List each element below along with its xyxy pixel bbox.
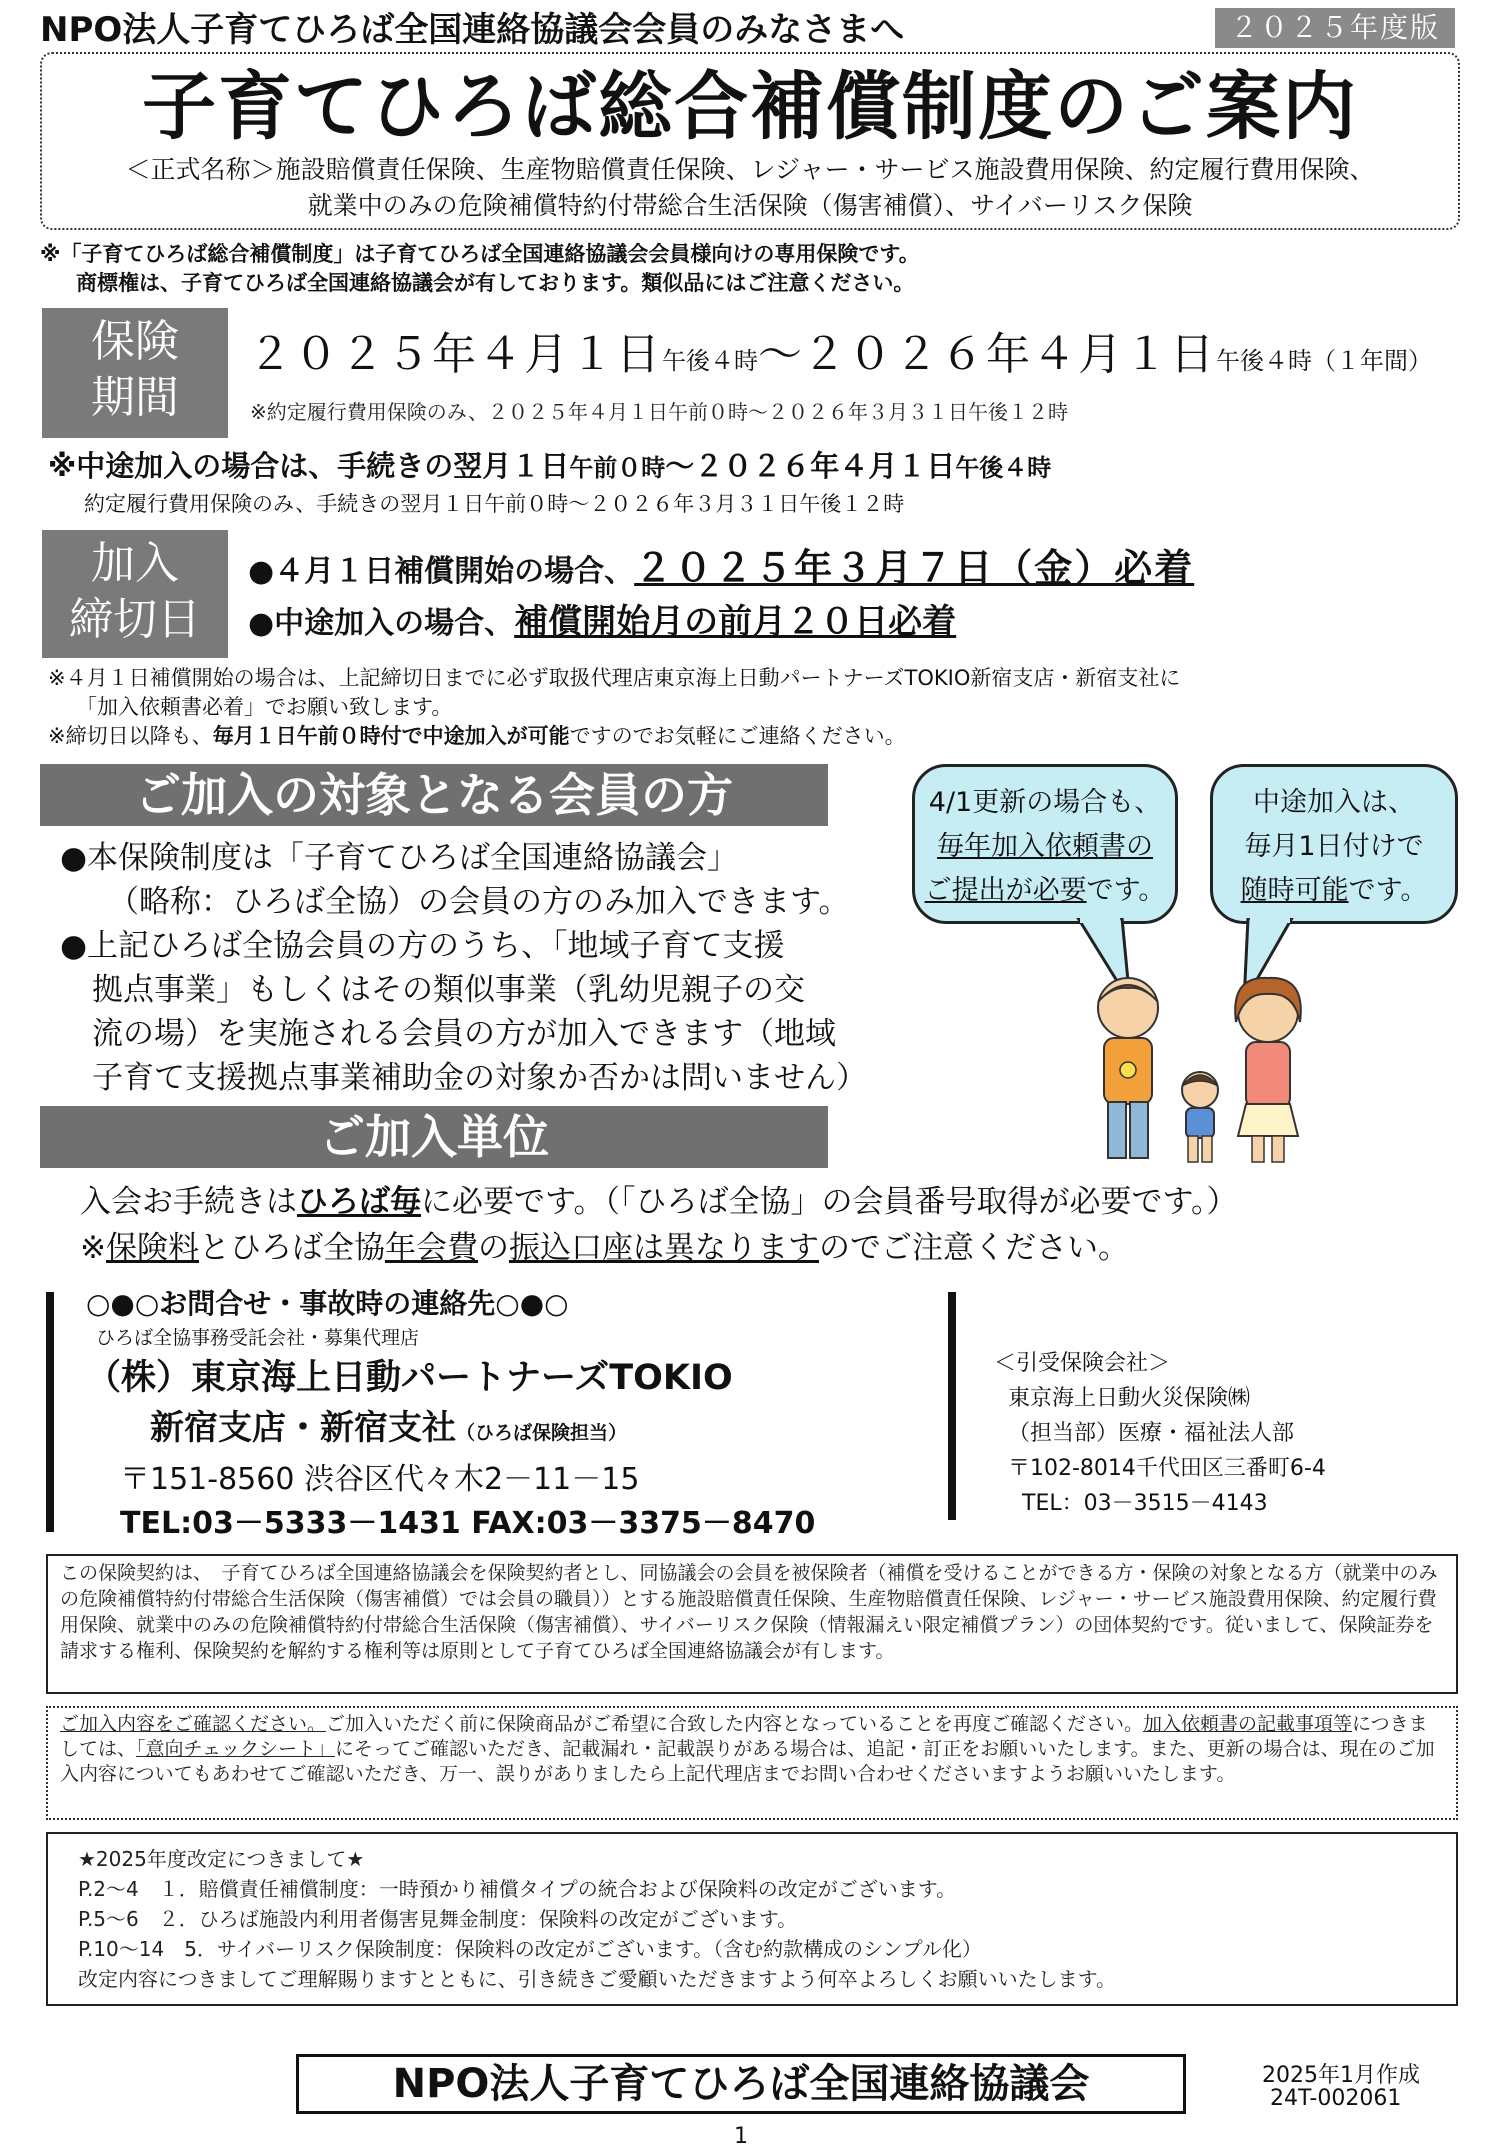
period-end-time: 午後４時 — [1216, 347, 1312, 375]
contract-text: この保険契約は、 子育てひろば全国連絡協議会を保険契約者とし、同協議会の会員を被保険者（補償を受けることができる方・保険の対象となる方（就業中のみの危険補償特約付帯総合生活保険（傷害補償）では会員の職員））とする施設賠償責任保険、生産物賠償責任保険、レジャー・サービス施設費用保険、約定履行費用保険、就業中のみの危険補償特約付帯総合生活保険（傷害補償）、サイバーリスク保険（情報漏えい限定補償プラン）の団体契約です。従いまして、保険証券を請求する権利、保険契約を解約する権利等は原則として子育てひろば全国連絡協議会が有します。 — [60, 1562, 1438, 1662]
midway-note: 約定履行費用保険のみ、手続きの翌月１日午前０時～２０２６年３月３１日午後１２時 — [84, 492, 905, 516]
period-label-2: 期間 — [91, 372, 179, 423]
insurer-address: 〒102-8014千代田区三番町6-4 — [1008, 1456, 1326, 1481]
confirm-f: にそってご確認いただき、記載漏れ・記載誤りがある場合は、追記・訂正をお願いいたします。また、更新の場合は、現在のご加入内容についてもあわせてご確認いただき、万一、誤りがありましたら上記代理店までお問い合わせくださいますようお願いいたします。 — [60, 1738, 1435, 1785]
eligibility-heading: ご加入の対象となる会員の方 — [40, 764, 828, 826]
deadline-item-2-prefix: ●中途加入の場合、 — [248, 606, 515, 641]
unit-l2-c: とひろば全協 — [198, 1230, 385, 1266]
revision-item-2: P.5～6 ２．ひろば施設内利用者傷害見舞金制度：保険料の改定がございます。 — [78, 1907, 798, 1931]
footer-code: 24T-002061 — [1270, 2086, 1402, 2111]
revision-item-3: P.10～14 5．サイバーリスク保険制度：保険料の改定がございます。（含む約款構成のシンプル化） — [78, 1937, 982, 1961]
unit-line-2 — [80, 1226, 1129, 1270]
bubble-midway-l3a: 随時可能 — [1240, 875, 1349, 906]
deadline-item-2-date: 補償開始月の前月２０日必着 — [514, 602, 957, 642]
unit-l1-a: 入会お手続きは — [80, 1184, 297, 1220]
confirm-c: 加入依頼書の記載事項等 — [1143, 1713, 1353, 1735]
unit-l2-a: ※ — [80, 1230, 106, 1266]
official-name-line1: 施設賠償責任保険、生産物賠償責任保険、レジャー・サービス施設費用保険、約定履行費用保険、 — [275, 155, 1375, 184]
unit-line-1 — [80, 1180, 1238, 1224]
insurer-name: 東京海上日動火災保険㈱ — [1008, 1386, 1251, 1411]
footer-org: NPO法人子育てひろば全国連絡協議会 — [296, 2054, 1186, 2114]
midway-period — [48, 446, 1051, 488]
contact-right-rule — [948, 1292, 956, 1520]
official-name — [40, 152, 1460, 224]
unit-l2-d: 年会費 — [384, 1230, 478, 1266]
deadline-item-2 — [248, 598, 956, 648]
confirm-e: 「意向チェックシート」 — [136, 1738, 335, 1760]
eligibility-body — [60, 836, 867, 1100]
bubble-renewal-l3a: ご提出が必要 — [924, 875, 1087, 906]
bubble-midway-l2: 毎月1日付けで — [1244, 831, 1424, 862]
deadline-note-3-c: ですのでお気軽にご連絡ください。 — [569, 724, 906, 748]
unit-l2-b: 保険料 — [105, 1230, 199, 1266]
bubble-renewal — [912, 764, 1178, 924]
eligibility-p1-l1: ●本保険制度は「子育てひろば全国連絡協議会」 — [60, 840, 739, 876]
eligibility-p2-l3: 流の場）を実施される会員の方が加入できます（地域 — [92, 1016, 836, 1052]
insurer-dept: （担当部）医療・福祉法人部 — [1008, 1421, 1295, 1446]
contact-heading: ○●○お問合せ・事故時の連絡先○●○ — [86, 1287, 569, 1320]
period-duration: （１年間） — [1312, 347, 1432, 375]
unit-l1-c: に必要です。（「ひろば全協」の会員番号取得が必要です。） — [421, 1184, 1238, 1220]
unit-l2-g: のでご注意ください。 — [818, 1230, 1129, 1266]
unit-l1-b: ひろば毎 — [297, 1184, 421, 1220]
header-to-members: NPO法人子育てひろば全国連絡協議会会員のみなさまへ — [40, 10, 905, 50]
deadline-note-3-a: ※締切日以降も、 — [48, 724, 213, 748]
period-label — [42, 308, 228, 438]
official-name-label: ＜正式名称＞ — [125, 155, 276, 184]
year-badge: ２０２５年度版 — [1215, 8, 1455, 48]
deadline-label — [42, 530, 228, 658]
unit-l2-e: の — [477, 1230, 509, 1266]
deadline-item-1 — [248, 544, 1194, 596]
contact-branch-note: （ひろば保険担当） — [456, 1422, 628, 1444]
contact-address: 〒151-8560 渋谷区代々木2－11－15 — [120, 1462, 640, 1497]
confirm-box — [46, 1706, 1458, 1820]
period-start-date: ２０２５年４月１日 — [248, 329, 662, 380]
bubble-renewal-l1: 4/1更新の場合も、 — [928, 787, 1162, 818]
family-illustration — [1080, 972, 1320, 1172]
eligibility-p2-l1: ●上記ひろば全協会員の方のうち、「地域子育て支援 — [60, 928, 785, 964]
contact-block — [86, 1284, 815, 1546]
bubble-midway-l1: 中途加入は、 — [1253, 787, 1415, 818]
page-title: 子育てひろば総合補償制度のご案内 — [142, 64, 1358, 150]
insurer-label: ＜引受保険会社＞ — [994, 1351, 1171, 1376]
official-name-line2: 就業中のみの危険補償特約付帯総合生活保険（傷害補償）、サイバーリスク保険 — [307, 191, 1193, 220]
deadline-item-1-date: ２０２５年３月７日（金）必着 — [634, 546, 1195, 590]
midway-b: 午前０時 — [569, 454, 666, 482]
bubble-renewal-l3 — [915, 869, 1175, 913]
revision-item-1: P.2～4 １．賠償責任補償制度：一時預かり補償タイプの統合および保険料の改定がございます。 — [78, 1877, 957, 1901]
revision-list — [78, 1844, 1426, 1994]
confirm-text — [60, 1712, 1444, 1787]
bubble-renewal-l3b: です。 — [1086, 875, 1166, 906]
revision-item-4: 改定内容につきましてご理解賜りますとともに、引き続きご愛顧いただきますよう何卒よろしくお願いいたします。 — [78, 1967, 1116, 1991]
eligibility-p2-l2: 拠点事業」もしくはその類似事業（乳幼児親子の交 — [92, 972, 805, 1008]
period-start-time: 午後４時 — [662, 347, 758, 375]
bubble-midway-l3b: です。 — [1348, 875, 1428, 906]
bubble-midway-l3 — [1213, 869, 1455, 913]
contact-branch: 新宿支店・新宿支社 — [150, 1408, 456, 1448]
notice-line1: ※「子育てひろば総合補償制度」は子育てひろば全国連絡協議会会員様向けの専用保険です。 — [40, 242, 920, 266]
period-label-1: 保険 — [91, 316, 179, 367]
unit-l2-f: 振込口座は異なります — [508, 1230, 819, 1266]
period-tilde: ～ — [758, 329, 802, 380]
unit-heading: ご加入単位 — [40, 1106, 828, 1168]
midway-d: 午後４時 — [955, 454, 1052, 482]
bubble-midway — [1210, 764, 1458, 924]
deadline-note-1: ※４月１日補償開始の場合は、上記締切日までに必ず取扱代理店東京海上日動パートナーズTOKIO新宿支店・新宿支社に — [48, 666, 1181, 690]
confirm-b: ご加入いただく前に保険商品がご希望に合致した内容となっていることを再度ご確認ください。 — [326, 1713, 1144, 1735]
period-dates — [248, 318, 1432, 382]
deadline-note-2: 「加入依頼書必着」でお願い致します。 — [76, 695, 453, 719]
eligibility-p2-l4: 子育て支援拠点事業補助金の対象か否かは問いません） — [92, 1060, 867, 1096]
deadline-label-1: 加入 — [91, 538, 179, 589]
midway-c: ～２０２６年４月１日 — [665, 449, 956, 483]
period-end-date: ２０２６年４月１日 — [802, 329, 1216, 380]
insurer-block — [994, 1346, 1326, 1521]
deadline-note-3 — [48, 722, 1180, 751]
contact-company: （株）東京海上日動パートナーズTOKIO — [86, 1358, 733, 1398]
insurer-tel: TEL：03－3515－4143 — [1022, 1491, 1268, 1516]
contact-left-rule — [46, 1292, 54, 1532]
midway-a: ※中途加入の場合は、手続きの翌月１日 — [48, 449, 570, 483]
contract-box — [46, 1554, 1458, 1694]
deadline-notes — [48, 664, 1180, 751]
revision-title: ★2025年度改定につきまして★ — [78, 1847, 365, 1871]
deadline-label-2: 締切日 — [69, 594, 201, 645]
contact-branch-line — [86, 1404, 815, 1458]
bubble-renewal-l2: 毎年加入依頼書の — [937, 831, 1153, 862]
eligibility-p1-l2: （略称：ひろば全協）の会員の方のみ加入できます。 — [108, 884, 850, 920]
deadline-note-3-b: 毎月１日午前０時付で中途加入が可能 — [212, 724, 570, 748]
notice — [40, 240, 920, 298]
deadline-item-1-prefix: ●４月１日補償開始の場合、 — [248, 554, 635, 589]
contact-tel-fax: TEL:03－5333－1431 FAX:03－3375－8470 — [120, 1506, 816, 1541]
notice-line2: 商標権は、子育てひろば全国連絡協議会が有しております。類似品にはご注意ください。 — [76, 271, 915, 295]
footer-created: 2025年1月作成 — [1262, 2063, 1420, 2088]
confirm-d: につきましては、 — [60, 1713, 1428, 1760]
page-number: 1 — [734, 2124, 748, 2149]
confirm-a: ご加入内容をご確認ください。 — [60, 1713, 327, 1735]
contact-sub: ひろば全協事務受託会社・募集代理店 — [96, 1327, 420, 1349]
revision-box — [46, 1832, 1458, 2006]
period-note: ※約定履行費用保険のみ、２０２５年４月１日午前０時～２０２６年３月３１日午後１２時 — [250, 400, 1068, 424]
